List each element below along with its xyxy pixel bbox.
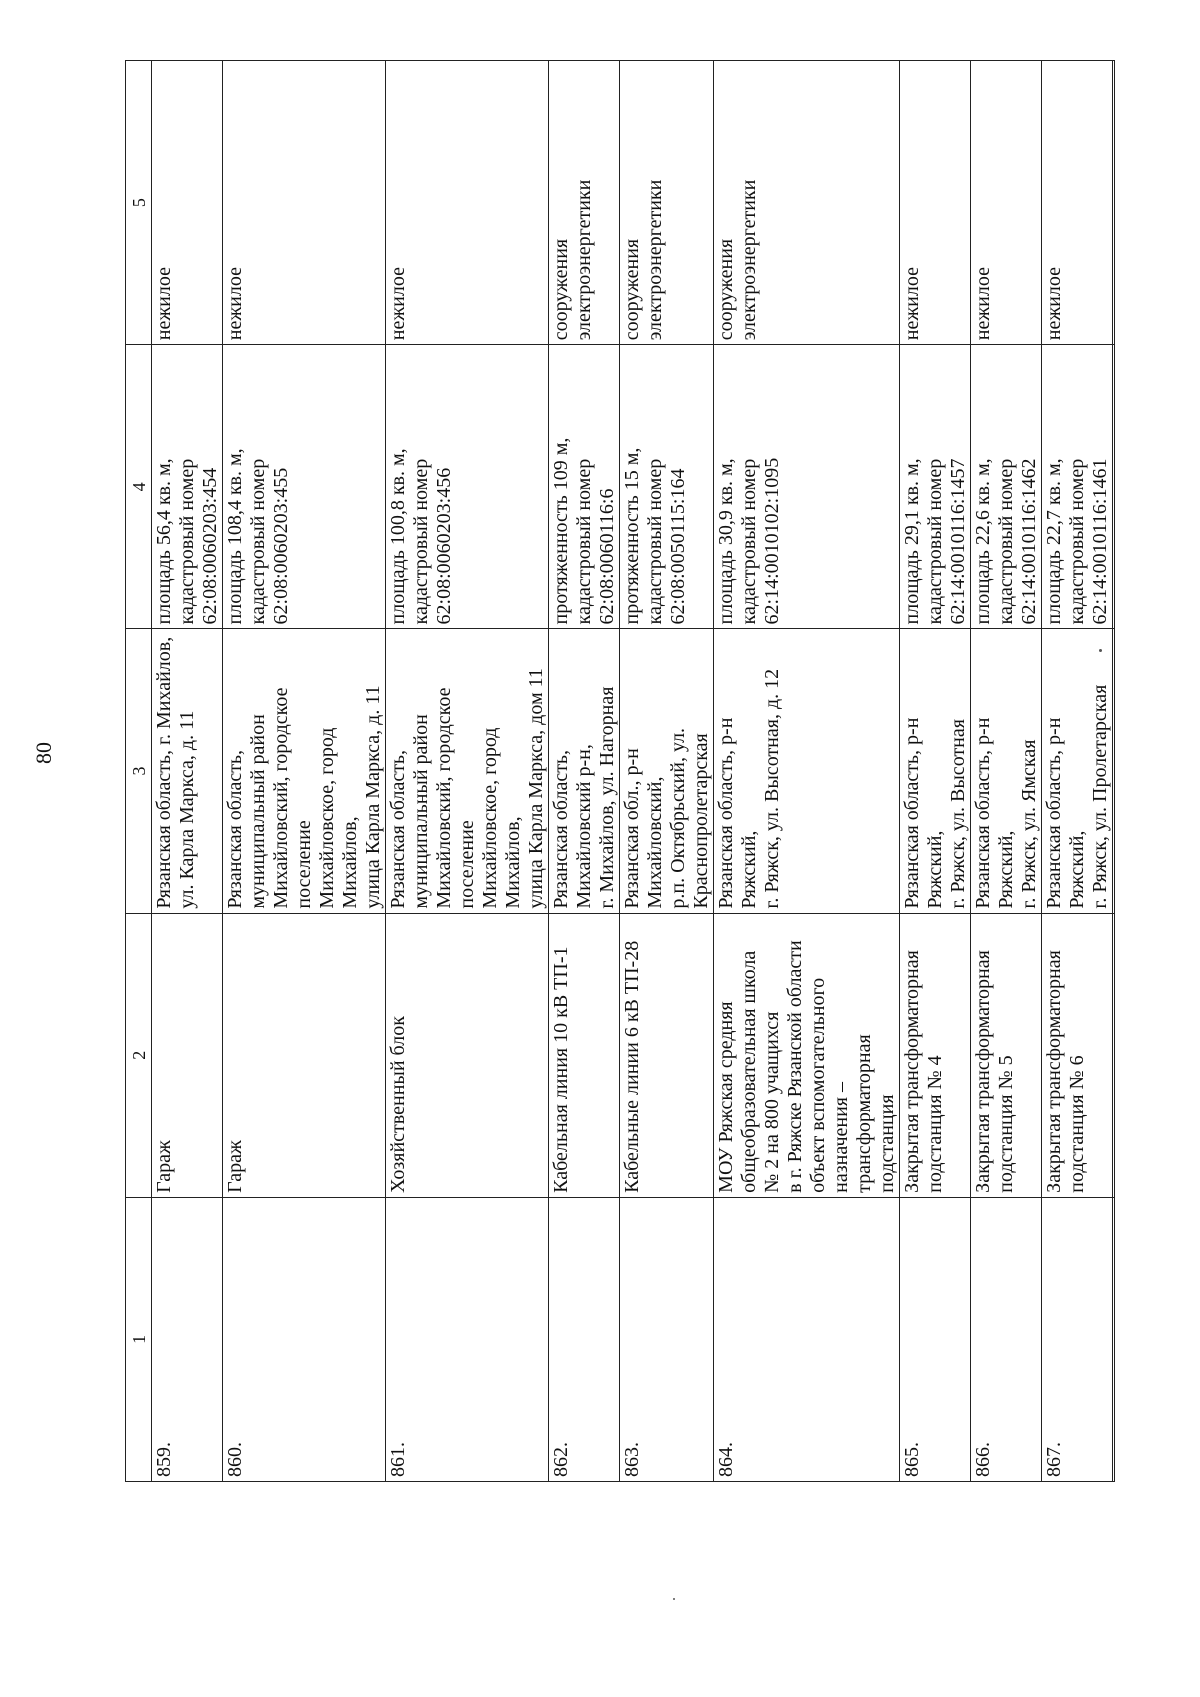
table-row xyxy=(971,61,1042,1482)
object-purpose: нежилое xyxy=(900,61,971,345)
object-address: Рязанская область, р-н Ряжский, г. Ряжск, ул. Ямская xyxy=(971,629,1042,913)
object-address: Рязанская область, г. Михайлов, ул. Карла Маркса, д. 11 xyxy=(152,629,223,913)
table-row xyxy=(386,61,549,1482)
object-characteristics: площадь 108,4 кв. м, кадастровый номер 62:08:0060203:455 xyxy=(223,345,386,629)
column-number-row xyxy=(126,61,152,1482)
object-name: Кабельные линии 6 кВ ТП-28 xyxy=(620,913,714,1197)
object-characteristics: площадь 22,7 кв. м, кадастровый номер 62:14:0010116:1461 xyxy=(1042,345,1113,629)
object-purpose: сооружения электроэнергетики xyxy=(549,61,620,345)
object-name: МОУ Ряжская средняя общеобразовательная школа № 2 на 800 учащихся в г. Ряжске Рязанской области объект вспомогательного назначения – трансформаторная подстанция xyxy=(714,913,900,1197)
object-address: Рязанская область, р-н Ряжский, г. Ряжск, ул. Высотная xyxy=(900,629,971,913)
scan-speck xyxy=(673,1598,675,1600)
table-row xyxy=(714,61,900,1482)
object-purpose: нежилое xyxy=(386,61,549,345)
row-number: 861. xyxy=(386,1197,549,1481)
table-row xyxy=(1042,61,1113,1482)
row-number: 859. xyxy=(152,1197,223,1481)
table-row xyxy=(152,61,223,1482)
row-number: 862. xyxy=(549,1197,620,1481)
table-row xyxy=(223,61,386,1482)
object-address: Рязанская область, Михайловский р-н, г. Михайлов, ул. Нагорная xyxy=(549,629,620,913)
object-characteristics: площадь 29,1 кв. м, кадастровый номер 62:14:0010116:1457 xyxy=(900,345,971,629)
object-address: Рязанская область, муниципальный район Михайловский, городское поселение Михайловское, город Михайлов, улица Карла Маркса, д. 11 xyxy=(223,629,386,913)
object-name: Закрытая трансформаторная подстанция № 4 xyxy=(900,913,971,1197)
empty-cell xyxy=(1113,1197,1115,1481)
object-address: Рязанская область, муниципальный район Михайловский, городское поселение Михайловское, город Михайлов, улица Карла Маркса, дом 11 xyxy=(386,629,549,913)
table-row xyxy=(549,61,620,1482)
empty-cell xyxy=(1113,345,1115,629)
object-characteristics: протяженность 109 м, кадастровый номер 62:08:0060116:6 xyxy=(549,345,620,629)
object-purpose: нежилое xyxy=(971,61,1042,345)
page-number: 80 xyxy=(31,742,56,764)
object-name: Гараж xyxy=(152,913,223,1197)
column-number-3: 3 xyxy=(126,629,152,913)
scan-speck xyxy=(1099,649,1102,652)
column-number-4: 4 xyxy=(126,345,152,629)
row-number: 866. xyxy=(971,1197,1042,1481)
row-number: 867. xyxy=(1042,1197,1113,1481)
object-name: Кабельная линия 10 кВ ТП-1 xyxy=(549,913,620,1197)
object-purpose: нежилое xyxy=(1042,61,1113,345)
row-number: 865. xyxy=(900,1197,971,1481)
empty-cell xyxy=(1113,61,1115,345)
object-address: Рязанская область, р-н Ряжский, г. Ряжск, ул. Пролетарская xyxy=(1042,629,1113,913)
object-name: Гараж xyxy=(223,913,386,1197)
object-purpose: нежилое xyxy=(152,61,223,345)
column-number-2: 2 xyxy=(126,913,152,1197)
row-number: 863. xyxy=(620,1197,714,1481)
row-number: 864. xyxy=(714,1197,900,1481)
object-name: Хозяйственный блок xyxy=(386,913,549,1197)
table-row xyxy=(900,61,971,1482)
empty-cell xyxy=(1113,629,1115,913)
column-number-1: 1 xyxy=(126,1197,152,1481)
object-address: Рязанская обл., р-н Михайловский, р.п. Октябрьский, ул. Краснопролетарская xyxy=(620,629,714,913)
object-purpose: нежилое xyxy=(223,61,386,345)
empty-cell xyxy=(1113,913,1115,1197)
object-characteristics: площадь 56,4 кв. м, кадастровый номер 62:08:0060203:454 xyxy=(152,345,223,629)
property-table xyxy=(125,60,1115,1482)
column-number-5: 5 xyxy=(126,61,152,345)
object-characteristics: протяженность 15 м, кадастровый номер 62:08:0050115:164 xyxy=(620,345,714,629)
object-name: Закрытая трансформаторная подстанция № 6 xyxy=(1042,913,1113,1197)
table-row-empty xyxy=(1113,61,1115,1482)
object-characteristics: площадь 22,6 кв. м, кадастровый номер 62:14:0010116:1462 xyxy=(971,345,1042,629)
object-purpose: сооружения электроэнергетики xyxy=(714,61,900,345)
row-number: 860. xyxy=(223,1197,386,1481)
property-table-container xyxy=(125,60,1111,1482)
object-name: Закрытая трансформаторная подстанция № 5 xyxy=(971,913,1042,1197)
object-purpose: сооружения электроэнергетики xyxy=(620,61,714,345)
object-characteristics: площадь 30,9 кв. м, кадастровый номер 62:14:0010102:1095 xyxy=(714,345,900,629)
object-address: Рязанская область, р-н Ряжский, г. Ряжск, ул. Высотная, д. 12 xyxy=(714,629,900,913)
object-characteristics: площадь 100,8 кв. м, кадастровый номер 62:08:0060203:456 xyxy=(386,345,549,629)
table-row xyxy=(620,61,714,1482)
